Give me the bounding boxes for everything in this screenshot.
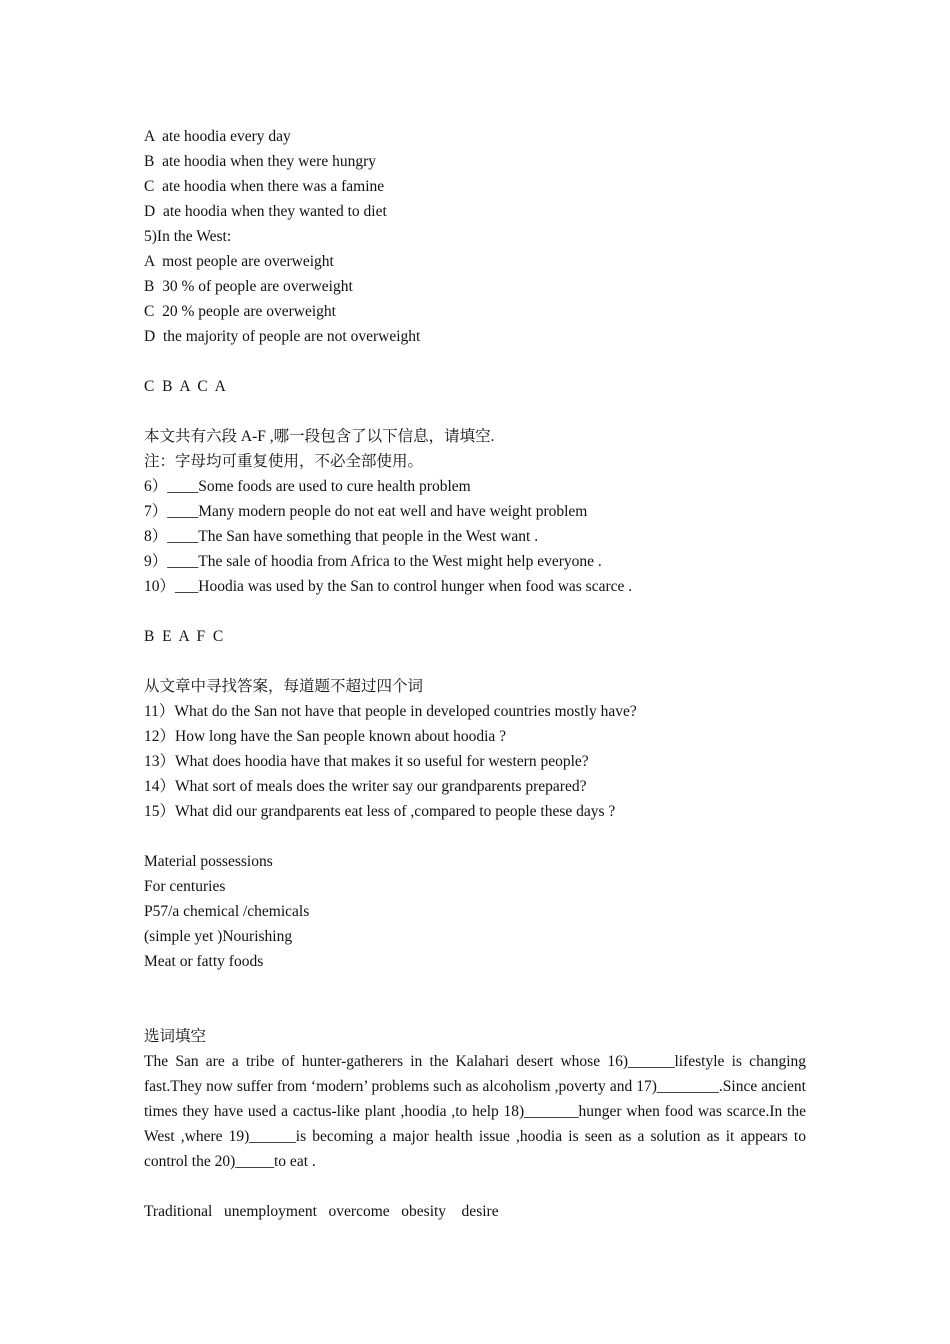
- q5-stem: 5)In the West:: [144, 228, 232, 245]
- word-bank: Traditional unemployment overcome obesity desire: [144, 1203, 499, 1220]
- question-6: 6）____Some foods are used to cure health problem: [144, 478, 471, 495]
- answer-key-1: C B A C A: [144, 378, 226, 395]
- cloze-passage: The San are a tribe of hunter-gatherers in the Kalahari desert whose 16)______lifestyle is changing fast.They now suffer from ‘modern’ problems such as alcoholism ,poverty and 17)________.Since ancient times they have used a cactus-like plant ,hoodia ,to help 18)_______hunger when food was scarce.In the West ,where 19)______is becoming a major health issue ,hoodia is seen as a solution as it appears to control the 20)_____to eat .: [144, 1053, 806, 1170]
- spacer: [144, 824, 806, 849]
- question-11: 11）What do the San not have that people in developed countries mostly have?: [144, 703, 637, 720]
- q5-option-d: D the majority of people are not overweight: [144, 328, 421, 345]
- answer-key-2: B E A F C: [144, 628, 224, 645]
- section3-instruction: 从文章中寻找答案，每道题不超过四个词: [144, 678, 424, 695]
- spacer: [144, 349, 806, 374]
- question-8: 8）____The San have something that people in the West want .: [144, 528, 539, 545]
- q5: [144, 224, 806, 349]
- q5-option-b: B 30 % of people are overweight: [144, 278, 353, 295]
- section-short-answer: [144, 674, 806, 824]
- answer-14: (simple yet )Nourishing: [144, 928, 293, 945]
- answer-12: For centuries: [144, 878, 226, 895]
- answer-15: Meat or fatty foods: [144, 953, 264, 970]
- question-13: 13）What does hoodia have that makes it so useful for western people?: [144, 753, 589, 770]
- spacer: [144, 649, 806, 674]
- question-12: 12）How long have the San people known about hoodia ?: [144, 728, 507, 745]
- document-page: [144, 124, 806, 1224]
- spacer: [144, 399, 806, 424]
- section2-note: 注：字母均可重复使用，不必全部使用。: [144, 453, 424, 470]
- q4-option-b: B ate hoodia when they were hungry: [144, 153, 377, 170]
- spacer: [144, 599, 806, 624]
- q4-options: [144, 124, 806, 224]
- q4-option-d: D ate hoodia when they wanted to diet: [144, 203, 387, 220]
- q5-option-a: A most people are overweight: [144, 253, 334, 270]
- answer-key-3: [144, 849, 806, 974]
- question-10: 10）___Hoodia was used by the San to control hunger when food was scarce .: [144, 578, 633, 595]
- question-15: 15）What did our grandparents eat less of ,compared to people these days ?: [144, 803, 616, 820]
- spacer: [144, 974, 806, 1024]
- section4-title: 选词填空: [144, 1028, 207, 1045]
- section2-instruction: 本文共有六段 A-F ,哪一段包含了以下信息，请填空.: [144, 428, 495, 445]
- q5-option-c: C 20 % people are overweight: [144, 303, 336, 320]
- answer-11: Material possessions: [144, 853, 273, 870]
- question-14: 14）What sort of meals does the writer say our grandparents prepared?: [144, 778, 587, 795]
- section-paragraph-matching: [144, 424, 806, 599]
- question-9: 9）____The sale of hoodia from Africa to the West might help everyone .: [144, 553, 602, 570]
- section-word-choice: [144, 1024, 806, 1224]
- question-7: 7）____Many modern people do not eat well and have weight problem: [144, 503, 588, 520]
- spacer: [144, 1174, 806, 1199]
- q4-option-a: A ate hoodia every day: [144, 128, 291, 145]
- q4-option-c: C ate hoodia when there was a famine: [144, 178, 385, 195]
- answer-13: P57/a chemical /chemicals: [144, 903, 310, 920]
